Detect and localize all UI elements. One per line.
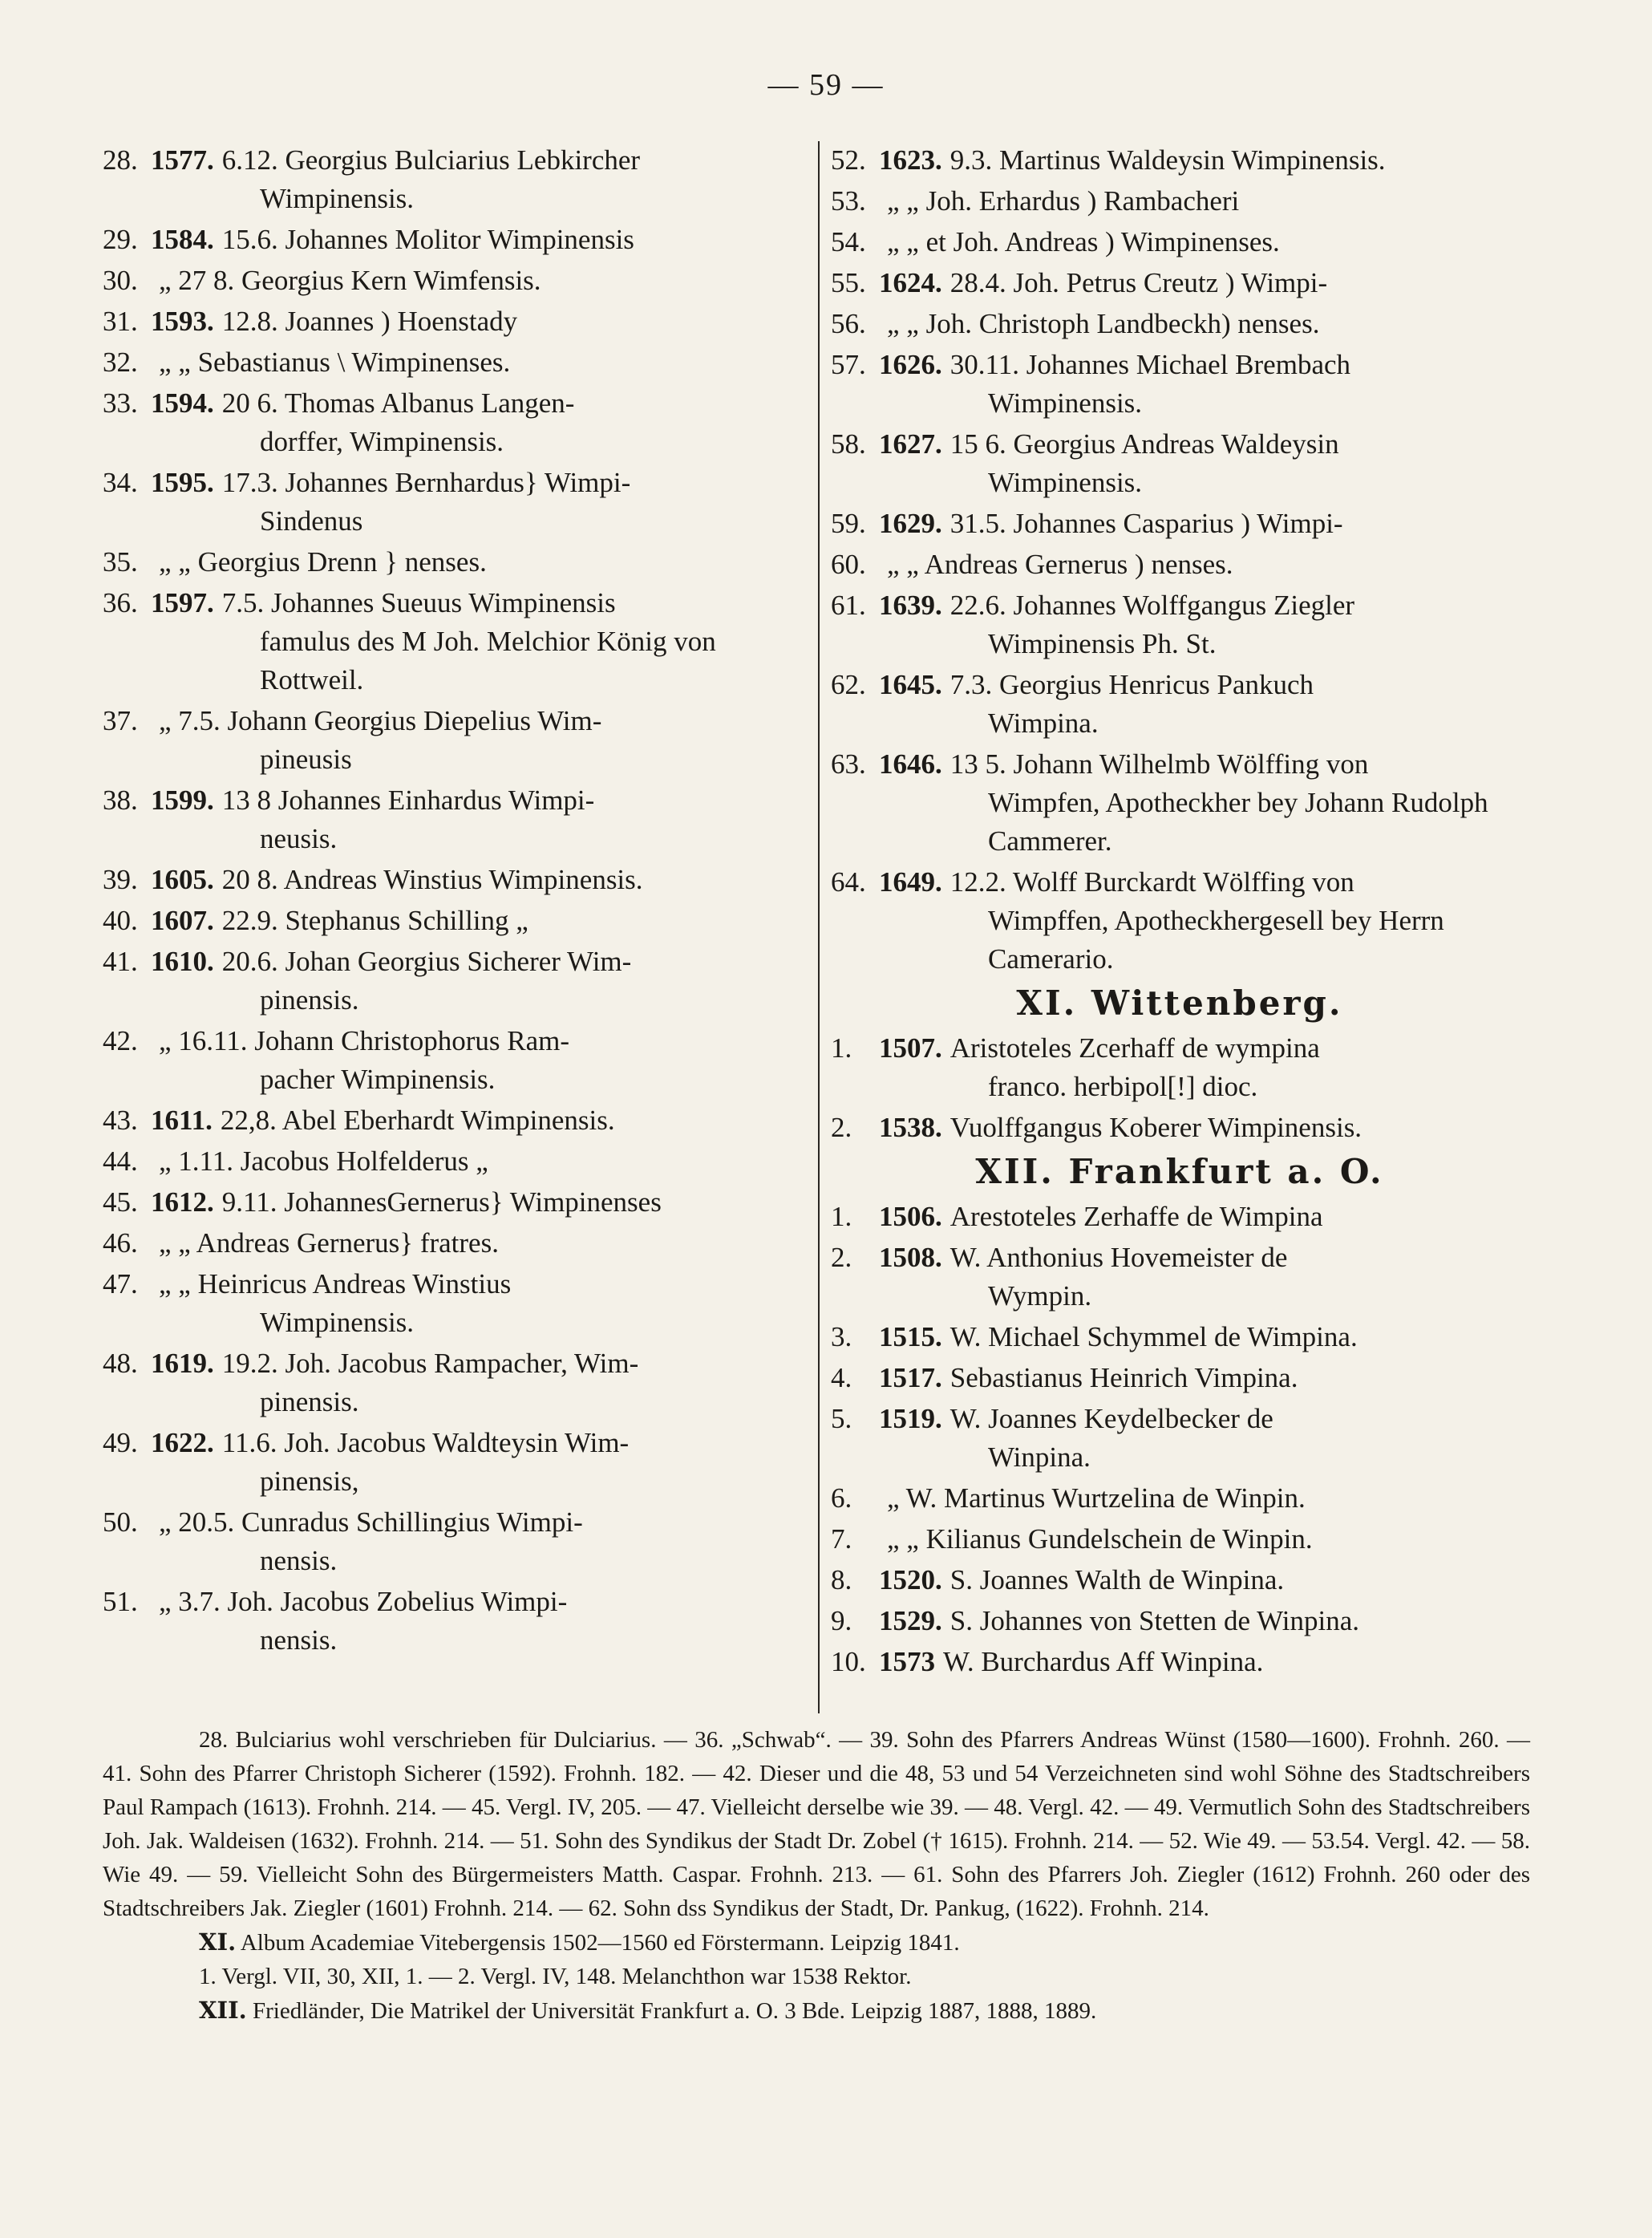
entry-number: 35. — [103, 546, 138, 578]
entry-year: 1584. — [151, 224, 214, 255]
entry-text: 19.2. Joh. Jacobus Rampacher, Wim- — [221, 1348, 639, 1379]
page-number: — 59 — — [767, 68, 885, 102]
section-heading-frankfurt: XII. Frankfurt a. O. — [975, 1152, 1384, 1191]
entry-text: Arestoteles Zerhaffe de Wimpina — [949, 1201, 1323, 1232]
entry-number: 62. — [831, 669, 866, 700]
entry-year: 1646. — [879, 748, 942, 780]
entry-text: „ 16.11. Johann Christophorus Ram- — [159, 1025, 569, 1056]
register-entry — [103, 781, 810, 858]
left-column — [103, 141, 810, 1662]
column-divider — [818, 141, 820, 1713]
register-entry — [831, 1479, 1529, 1518]
entry-continuation: Sindenus — [260, 505, 363, 537]
entry-number: 4. — [831, 1362, 852, 1393]
entry-text: 22,8. Abel Eberhardt Wimpinensis. — [220, 1105, 615, 1136]
entry-text: „ „ Georgius Drenn } nenses. — [159, 546, 487, 578]
entry-text: 20 8. Andreas Winstius Wimpinensis. — [221, 864, 643, 895]
register-entry — [103, 384, 810, 461]
entry-text: „ „ Kilianus Gundelschein de Winpin. — [887, 1523, 1313, 1555]
entry-number: 43. — [103, 1105, 138, 1136]
entry-continuation: Wimpina. — [988, 707, 1099, 739]
entry-continuation: Wimpfen, Apotheckher bey Johann Rudolph Cammerer. — [988, 787, 1488, 857]
entry-text: 30.11. Johannes Michael Brembach — [949, 349, 1351, 380]
entry-number: 51. — [103, 1586, 138, 1617]
entry-number: 60. — [831, 549, 866, 580]
entry-text: S. Johannes von Stetten de Winpina. — [949, 1605, 1360, 1636]
register-entry — [103, 141, 810, 218]
register-entry — [103, 1265, 810, 1342]
entry-text: „ „ Andreas Gernerus} fratres. — [159, 1227, 499, 1259]
entry-number: 8. — [831, 1564, 852, 1595]
entry-continuation: pinensis. — [260, 984, 359, 1016]
entry-text: „ „ Heinricus Andreas Winstius — [159, 1268, 512, 1299]
register-entry — [103, 1424, 810, 1501]
register-entry — [831, 425, 1529, 502]
entry-text: W. Anthonius Hovemeister de — [949, 1242, 1288, 1273]
entry-continuation: nensis. — [260, 1624, 338, 1656]
entry-text: 31.5. Johannes Casparius ) Wimpi- — [949, 508, 1343, 539]
entry-number: 44. — [103, 1145, 138, 1177]
footnote-xii — [103, 1993, 1530, 2028]
register-entry — [831, 1198, 1529, 1236]
register-entry — [831, 141, 1529, 180]
entry-text: 20.6. Johan Georgius Sicherer Wim- — [221, 946, 632, 977]
register-entry — [831, 1029, 1529, 1106]
register-entry — [831, 505, 1529, 543]
register-entry — [831, 182, 1529, 221]
entry-text: Aristoteles Zcerhaff de wympina — [949, 1032, 1320, 1064]
entry-continuation: neusis. — [260, 823, 338, 854]
entry-text: 22.6. Johannes Wolffgangus Ziegler — [949, 590, 1355, 621]
entry-number: 49. — [103, 1427, 138, 1458]
register-entry — [831, 1400, 1529, 1477]
entry-number: 29. — [103, 224, 138, 255]
entry-number: 56. — [831, 308, 866, 339]
entry-number: 55. — [831, 267, 866, 298]
entry-year: 1629. — [879, 508, 942, 539]
entry-number: 52. — [831, 144, 866, 176]
right-main-entries — [831, 141, 1529, 979]
entry-year: 1599. — [151, 785, 214, 816]
register-entry — [103, 543, 810, 582]
entry-number: 53. — [831, 185, 866, 217]
entry-year: 1538. — [879, 1112, 942, 1143]
entry-number: 28. — [103, 144, 138, 176]
entry-year: 1645. — [879, 669, 942, 700]
entry-text: Vuolffgangus Koberer Wimpinensis. — [949, 1112, 1362, 1143]
entry-continuation: dorffer, Wimpinensis. — [260, 426, 504, 457]
entry-continuation: franco. herbipol[!] dioc. — [988, 1071, 1258, 1102]
register-entry — [103, 584, 810, 699]
entry-year: 1507. — [879, 1032, 942, 1064]
entry-year: 1605. — [151, 864, 214, 895]
entry-number: 50. — [103, 1506, 138, 1538]
footnote-xi-label: XI. — [199, 1928, 237, 1956]
entry-number: 40. — [103, 905, 138, 936]
register-entry — [831, 1520, 1529, 1559]
register-entry — [831, 1602, 1529, 1640]
footnote-xi-text: Album Academiae Vitebergensis 1502—1560 ed Förstermann. Leipzig 1841. — [240, 1930, 960, 1956]
register-entry — [103, 1344, 810, 1421]
entry-text: W. Burchardus Aff Winpina. — [943, 1646, 1264, 1677]
entry-year: 1517. — [879, 1362, 942, 1393]
register-entry — [103, 302, 810, 341]
entry-text: S. Joannes Walth de Winpina. — [949, 1564, 1285, 1595]
entry-text: 17.3. Johannes Bernhardus} Wimpi- — [221, 467, 631, 498]
entry-year: 1508. — [879, 1242, 942, 1273]
entry-year: 1610. — [151, 946, 214, 977]
entry-text: Sebastianus Heinrich Vimpina. — [949, 1362, 1298, 1393]
entry-number: 63. — [831, 748, 866, 780]
entry-number: 37. — [103, 705, 138, 736]
register-entry — [103, 1142, 810, 1181]
entry-year: 1577. — [151, 144, 214, 176]
entry-text: „ 3.7. Joh. Jacobus Zobelius Wimpi- — [159, 1586, 568, 1617]
footnote-xii-text: Friedländer, Die Matrikel der Universität Frankfurt a. O. 3 Bde. Leipzig 1887, 1888, 1889. — [252, 1998, 1097, 2024]
entry-text: 9.3. Martinus Waldeysin Wimpinensis. — [949, 144, 1386, 176]
entry-text: „ „ Andreas Gernerus ) nenses. — [887, 549, 1233, 580]
entry-year: 1619. — [151, 1348, 214, 1379]
entry-year: 1594. — [151, 387, 214, 419]
entry-continuation: nensis. — [260, 1545, 338, 1576]
entry-continuation: pineusis — [260, 744, 352, 775]
entry-number: 1. — [831, 1201, 852, 1232]
register-entry — [831, 545, 1529, 584]
entry-text: 13 5. Johann Wilhelmb Wölffing von — [949, 748, 1369, 780]
entry-text: 12.2. Wolff Burckardt Wölffing von — [949, 866, 1354, 898]
register-entry — [831, 1359, 1529, 1397]
entry-number: 7. — [831, 1523, 852, 1555]
entry-number: 39. — [103, 864, 138, 895]
footnote-xi-note: 1. Vergl. VII, 30, XII, 1. — 2. Vergl. IV, 148. Melanchthon war 1538 Rektor. — [199, 1964, 912, 1989]
wittenberg-entries — [831, 1029, 1529, 1147]
entry-text: „ 7.5. Johann Georgius Diepelius Wim- — [159, 705, 602, 736]
entry-continuation: pinensis, — [260, 1466, 359, 1497]
footnotes — [103, 1723, 1530, 2028]
entry-year: 1519. — [879, 1403, 942, 1434]
entry-number: 2. — [831, 1242, 852, 1273]
entry-number: 54. — [831, 226, 866, 257]
entry-continuation: pinensis. — [260, 1386, 359, 1417]
entry-continuation: Wympin. — [988, 1280, 1092, 1312]
register-entry — [831, 1109, 1529, 1147]
entry-continuation: Wimpinensis. — [988, 467, 1143, 498]
footnote-xii-label: XII. — [199, 1997, 247, 2024]
entry-text: „ 20.5. Cunradus Schillingius Wimpi- — [159, 1506, 583, 1538]
footnote-main: 28. Bulciarius wohl verschrieben für Dulciarius. — 36. „Schwab“. — 39. Sohn des Pfarrers Andreas Wünst (1580—1600). Frohnh. 260. — 41. Sohn des Pfarrer Christoph Sicherer (1592). Frohnh. 182. — 42. Dieser und die 48, 53 und 54 Verzeichneten sind wohl Söhne des Stadtschreibers Paul Rampach (1613). Frohnh. 214. — 45. Vergl. IV, 205. — 47. Vielleicht derselbe wie 39. — 48. Vergl. 42. — 49. Vermutlich Sohn des Stadtschreibers Joh. Jak. Waldeisen (1632). Frohnh. 214. — 51. Sohn des Syndikus der Stadt Dr. Zobel († 1615). Frohnh. 214. — 52. Wie 49. — 53.54. Vergl. 42. — 58. Wie 49. — 59. Vielleicht Sohn des Bürgermeisters Matth. Caspar. Frohnh. 213. — 61. Sohn des Pfarrers Joh. Ziegler (1612) Frohnh. 260 oder des Stadtschreibers Jak. Ziegler (1601) Frohnh. 214. — 62. Sohn dss Syndikus der Stadt, Dr. Pankug, (1622). Frohnh. 214. — [103, 1727, 1530, 1921]
entry-text: W. Joannes Keydelbecker de — [949, 1403, 1273, 1434]
entry-year: 1597. — [151, 587, 214, 618]
entry-continuation: Wimpinensis. — [260, 183, 415, 214]
entry-continuation: Wimpinensis. — [988, 387, 1143, 419]
register-entry — [831, 264, 1529, 302]
entry-number: 58. — [831, 428, 866, 460]
entry-year: 1515. — [879, 1321, 942, 1352]
entry-text: 15.6. Johannes Molitor Wimpinensis — [221, 224, 634, 255]
register-entry — [103, 902, 810, 940]
entry-text: „ „ Joh. Erhardus ) Rambacheri — [887, 185, 1240, 217]
entry-text: 22.9. Stephanus Schilling „ — [221, 905, 528, 936]
register-entry — [831, 586, 1529, 663]
entry-text: 12.8. Joannes ) Hoenstady — [221, 306, 518, 337]
register-entry — [103, 1101, 810, 1140]
entry-number: 6. — [831, 1482, 852, 1514]
entry-number: 2. — [831, 1112, 852, 1143]
entry-continuation: Wimpinensis. — [260, 1307, 415, 1338]
entry-text: 6.12. Georgius Bulciarius Lebkircher — [221, 144, 641, 176]
register-entry — [831, 666, 1529, 743]
entry-text: 13 8 Johannes Einhardus Wimpi- — [221, 785, 595, 816]
register-entry — [831, 1643, 1529, 1681]
entry-continuation: famulus des M Joh. Melchior König von Rottweil. — [260, 626, 716, 695]
entry-year: 1627. — [879, 428, 942, 460]
entry-number: 46. — [103, 1227, 138, 1259]
entry-number: 38. — [103, 785, 138, 816]
entry-number: 64. — [831, 866, 866, 898]
register-entry — [831, 863, 1529, 979]
register-entry — [103, 702, 810, 779]
register-entry — [103, 1224, 810, 1263]
register-entry — [103, 343, 810, 382]
register-entry — [103, 1583, 810, 1660]
frankfurt-entries — [831, 1198, 1529, 1681]
entry-number: 31. — [103, 306, 138, 337]
register-entry — [831, 305, 1529, 343]
entry-text: „ „ et Joh. Andreas ) Wimpinenses. — [887, 226, 1280, 257]
entry-year: 1593. — [151, 306, 214, 337]
entry-year: 1639. — [879, 590, 942, 621]
entry-text: „ 27 8. Georgius Kern Wimfensis. — [159, 265, 541, 296]
entry-text: 9.11. JohannesGernerus} Wimpinenses — [221, 1186, 662, 1218]
entry-number: 33. — [103, 387, 138, 419]
entry-text: 15 6. Georgius Andreas Waldeysin — [949, 428, 1339, 460]
register-entry — [831, 1561, 1529, 1599]
footnote-xi — [103, 1925, 1530, 1960]
register-entry — [831, 223, 1529, 262]
register-entry — [103, 1022, 810, 1099]
entry-number: 61. — [831, 590, 866, 621]
entry-year: 1624. — [879, 267, 942, 298]
entry-continuation: pacher Wimpinensis. — [260, 1064, 496, 1095]
entry-year: 1506. — [879, 1201, 942, 1232]
entry-text: „ 1.11. Jacobus Holfelderus „ — [159, 1145, 488, 1177]
register-entry — [831, 1239, 1529, 1316]
entry-number: 45. — [103, 1186, 138, 1218]
entry-number: 10. — [831, 1646, 866, 1677]
entry-number: 32. — [103, 347, 138, 378]
entry-number: 36. — [103, 587, 138, 618]
register-entry — [103, 1183, 810, 1222]
entry-text: 7.5. Johannes Sueuus Wimpinensis — [221, 587, 616, 618]
entry-number: 30. — [103, 265, 138, 296]
entry-number: 5. — [831, 1403, 852, 1434]
entry-number: 48. — [103, 1348, 138, 1379]
register-entry — [103, 943, 810, 1020]
entry-number: 47. — [103, 1268, 138, 1299]
entry-text: 20 6. Thomas Albanus Langen- — [221, 387, 575, 419]
entry-year: 1626. — [879, 349, 942, 380]
register-entry — [103, 464, 810, 541]
entry-text: 7.3. Georgius Henricus Pankuch — [949, 669, 1314, 700]
register-entry — [103, 861, 810, 899]
right-column — [831, 141, 1529, 1684]
entry-number: 34. — [103, 467, 138, 498]
entry-year: 1595. — [151, 467, 214, 498]
entry-number: 9. — [831, 1605, 852, 1636]
entry-text: „ „ Joh. Christoph Landbeckh) nenses. — [887, 308, 1320, 339]
entry-text: 11.6. Joh. Jacobus Waldteysin Wim- — [221, 1427, 630, 1458]
entry-text: W. Michael Schymmel de Wimpina. — [949, 1321, 1358, 1352]
entry-year: 1573 — [879, 1646, 935, 1677]
section-heading-wittenberg: XI. Wittenberg. — [1016, 983, 1343, 1023]
entry-year: 1611. — [151, 1105, 213, 1136]
entry-year: 1612. — [151, 1186, 214, 1218]
entry-text: „ W. Martinus Wurtzelina de Winpin. — [887, 1482, 1306, 1514]
register-entry — [103, 221, 810, 259]
entry-year: 1520. — [879, 1564, 942, 1595]
entry-number: 41. — [103, 946, 138, 977]
entry-continuation: Wimpffen, Apotheckhergesell bey Herrn Camerario. — [988, 905, 1444, 975]
register-entry — [103, 262, 810, 300]
entry-number: 42. — [103, 1025, 138, 1056]
entry-text: 28.4. Joh. Petrus Creutz ) Wimpi- — [949, 267, 1328, 298]
entry-number: 59. — [831, 508, 866, 539]
entry-continuation: Wimpinensis Ph. St. — [988, 628, 1217, 659]
entry-year: 1622. — [151, 1427, 214, 1458]
entry-continuation: Winpina. — [988, 1441, 1091, 1473]
entry-number: 3. — [831, 1321, 852, 1352]
entry-number: 1. — [831, 1032, 852, 1064]
register-entry — [103, 1503, 810, 1580]
entry-text: „ „ Sebastianus \ Wimpinenses. — [159, 347, 511, 378]
entry-number: 57. — [831, 349, 866, 380]
entry-year: 1649. — [879, 866, 942, 898]
register-entry — [831, 745, 1529, 861]
register-entry — [831, 1318, 1529, 1356]
entry-year: 1529. — [879, 1605, 942, 1636]
register-entry — [831, 346, 1529, 423]
entry-year: 1623. — [879, 144, 942, 176]
entry-year: 1607. — [151, 905, 214, 936]
